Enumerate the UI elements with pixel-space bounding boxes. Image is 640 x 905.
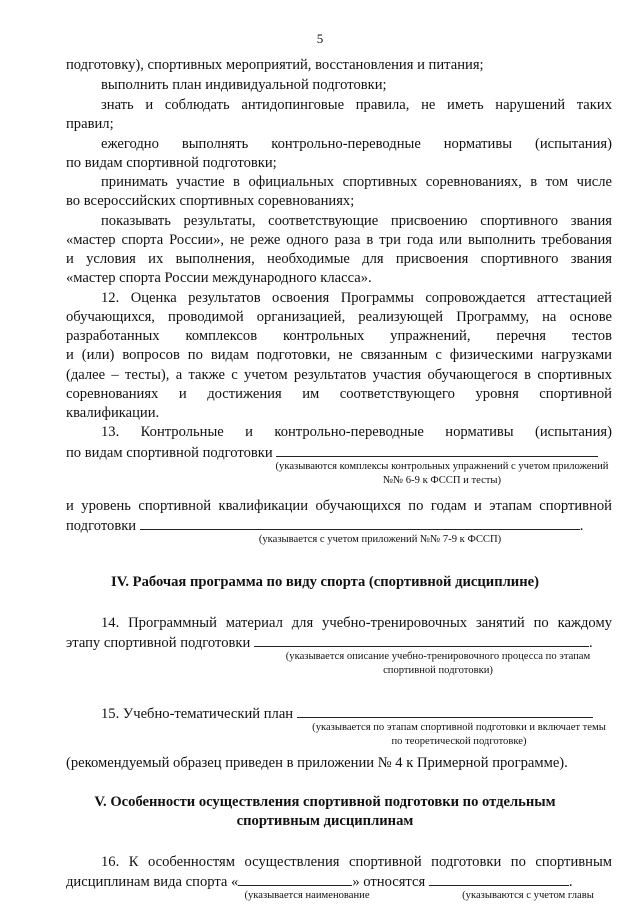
blank-field-line [429,872,569,886]
text-line: «мастер спорта России», не реже одного раза в три года или выполнить требования [66,232,612,248]
text-fragment: дисциплинам вида спорта « [66,874,239,890]
text-line: (рекомендуемый образец приведен в приложении № 4 к Примерной программе). [66,755,568,771]
page-number: 5 [316,31,324,46]
text-fragment: . [568,874,573,890]
text-fragment: . [588,635,593,651]
footnote-label: №№ 6-9 к ФССП и тесты) [382,475,502,486]
text-line: 16. К особенностям осуществления спортивной подготовки по спортивным [101,854,612,870]
text-line: 13. Контрольные и контрольно-переводные нормативы (испытания) [101,424,612,440]
section-heading: IV. Рабочая программа по виду спорта (спортивной дисциплине) [111,574,539,590]
text-line: разработанных комплексов контрольных упражнений, перечня тестов [66,328,612,344]
footnote-label: (указывается наименование [244,890,370,901]
footnote-label: по теоретической подготовке) [391,736,527,747]
text-line: ежегодно выполнять контрольно-переводные нормативы (испытания) [101,136,612,152]
blank-field-line [297,704,593,718]
footnote-label: (указывается описание учебно-тренировочного процесса по этапам [285,651,591,662]
text-fragment: » относятся [352,874,426,890]
text-line: по видам спортивной подготовки; [66,155,277,171]
text-line: 12. Оценка результатов освоения Программы сопровождается аттестацией [101,290,612,306]
text-line: показывать результаты, соответствующие присвоению спортивного звания [101,213,612,229]
blank-field-line [276,443,598,457]
text-fragment: . [579,518,584,534]
text-line: выполнить план индивидуальной подготовки; [101,77,387,93]
text-line: во всероссийских спортивных соревнованиях; [66,193,355,209]
text-line: знать и соблюдать антидопинговые правила, не иметь нарушений таких [101,97,612,113]
text-line: (далее – тесты), а также с учетом результатов участия обучающегося в спортивных [66,367,612,383]
footnote-label: (указывается по этапам спортивной подготовки и включает темы [312,722,606,733]
text-line: и (или) вопросов по видам подготовки, не связанным с физическими нагрузками [66,347,612,363]
text-fragment: подготовки [66,518,137,534]
footnote-label: (указывается с учетом приложений №№ 7-9 к ФССП) [258,534,502,545]
text-fragment: 15. Учебно-тематический план [101,706,294,722]
footnote-label: (указываются с учетом главы [462,890,594,901]
blank-field-line [238,872,352,886]
text-line: соревнованиях и достижения им соответствующего уровня спортивной [66,386,612,402]
text-line: правил; [66,116,114,132]
footnote-label: спортивной подготовки) [383,665,493,676]
text-line: обучающихся, проводимой организацией, реализующей Программу, на основе [66,309,612,325]
blank-field-line [254,633,589,647]
text-line: подготовку), спортивных мероприятий, восстановления и питания; [66,57,484,73]
blank-field-line [140,516,580,530]
text-line: и уровень спортивной квалификации обучающихся по годам и этапам спортивной [66,498,612,514]
text-fragment: этапу спортивной подготовки [66,635,251,651]
text-line: квалификации. [66,405,160,421]
section-heading: спортивным дисциплинам [236,813,414,829]
section-heading: V. Особенности осуществления спортивной подготовки по отдельным [94,794,556,810]
text-line: и условия их выполнения, необходимые для присвоения спортивного звания [66,251,612,267]
text-line: 14. Программный материал для учебно-тренировочных занятий по каждому [101,615,612,631]
text-line: принимать участие в официальных спортивных соревнованиях, в том числе [101,174,612,190]
text-fragment: по видам спортивной подготовки [66,445,273,461]
footnote-label: (указываются комплексы контрольных упражнений с учетом приложений [275,461,609,472]
text-line: «мастер спорта России международного класса». [66,270,372,286]
